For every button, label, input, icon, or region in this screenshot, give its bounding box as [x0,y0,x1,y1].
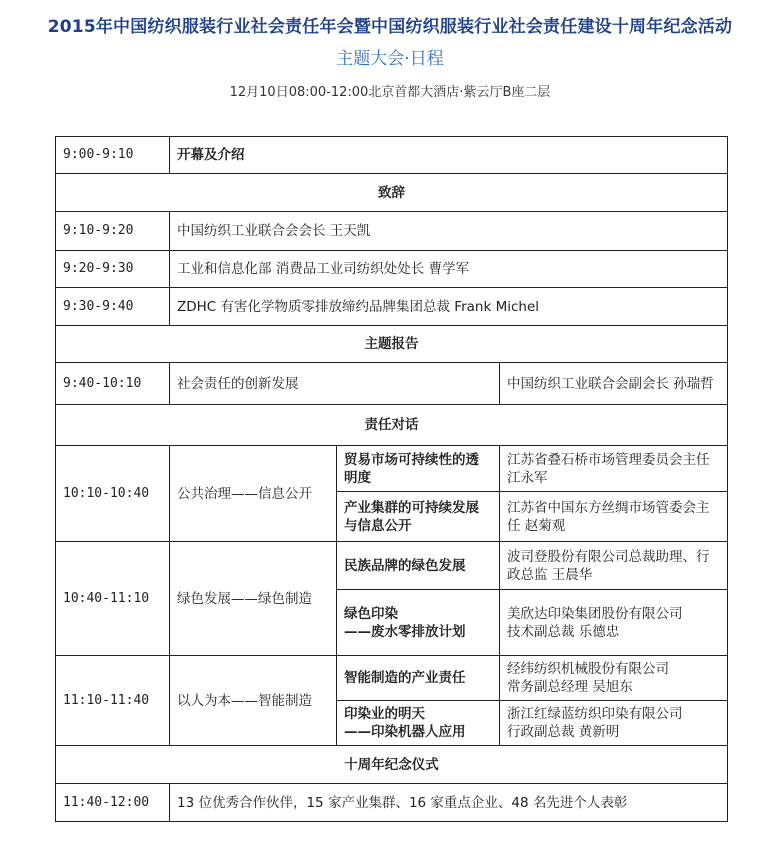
topic-cell [337,701,500,746]
time-cell: 10:10-10:40 [56,446,170,542]
topic-line: 印染业的明天 [344,706,425,722]
section-header-row [56,174,728,212]
schedule-table [55,136,728,822]
topic-cell: 社会责任的创新发展 [170,363,500,405]
theme-cell: 绿色发展——绿色制造 [170,542,337,656]
speaker-cell: 江苏省叠石桥市场管理委员会主任 江永军 [500,446,728,492]
speaker-cell [500,701,728,746]
session-title: 开幕及介绍 [170,137,728,174]
speaker-line: 美欣达印染集团股份有限公司 [507,605,683,622]
event-info: 12月10日08:00-12:00北京首都大酒店·紫云厅B座二层 [229,85,551,100]
table-row [56,288,728,326]
topic-cell [337,590,500,656]
topic-cell: 贸易市场可持续性的透明度 [337,446,500,492]
speaker-line: 技术副总裁 乐德忠 [507,623,620,640]
topic-cell: 智能制造的产业责任 [337,656,500,701]
time-cell: 10:40-11:10 [56,542,170,656]
section-title: 致辞 [56,174,728,212]
time-cell: 11:40-12:00 [56,784,170,822]
topic-cell: 产业集群的可持续发展与信息公开 [337,492,500,542]
time-cell: 9:00-9:10 [56,137,170,174]
section-header-row [56,405,728,446]
section-header-row [56,746,728,784]
speaker-line: 经纬纺织机械股份有限公司 [507,661,669,677]
section-title: 十周年纪念仪式 [56,746,728,784]
topic-line: 绿色印染 [344,605,398,622]
speaker-line: 常务副总经理 吴旭东 [507,679,633,695]
speaker-line: 行政副总裁 黄新明 [507,724,620,740]
table-row [56,656,728,701]
table-row [56,542,728,590]
time-cell: 11:10-11:40 [56,656,170,746]
speaker-cell: 工业和信息化部 消费品工业司纺织处处长 曹学军 [170,251,728,288]
table-row [56,137,728,174]
speaker-cell: 13 位优秀合作伙伴，15 家产业集群、16 家重点企业、48 名先进个人表彰 [170,784,728,822]
theme-cell: 公共治理——信息公开 [170,446,337,542]
section-title: 责任对话 [56,405,728,446]
speaker-cell: 中国纺织工业联合会会长 王天凯 [170,212,728,251]
page-title: 2015年中国纺织服装行业社会责任年会暨中国纺织服装行业社会责任建设十周年纪念活动 [47,17,733,37]
time-cell: 9:10-9:20 [56,212,170,251]
table-row [56,363,728,405]
speaker-cell: 波司登股份有限公司总裁助理、行政总监 王晨华 [500,542,728,590]
time-cell: 9:20-9:30 [56,251,170,288]
table-row [56,251,728,288]
section-title: 主题报告 [56,326,728,363]
table-row [56,784,728,822]
speaker-cell [500,656,728,701]
speaker-line: 浙江红绿蓝纺织印染有限公司 [507,706,683,722]
table-row [56,446,728,492]
section-header-row [56,326,728,363]
time-cell: 9:30-9:40 [56,288,170,326]
topic-line: ——废水零排放计划 [344,623,466,640]
topic-cell: 民族品牌的绿色发展 [337,542,500,590]
speaker-cell: 江苏省中国东方丝绸市场管委会主任 赵菊观 [500,492,728,542]
speaker-cell: ZDHC 有害化学物质零排放缔约品牌集团总裁 Frank Michel [170,288,728,326]
theme-cell: 以人为本——智能制造 [170,656,337,746]
page-subtitle: 主题大会·日程 [336,49,444,69]
speaker-cell [500,590,728,656]
topic-line: ——印染机器人应用 [344,724,466,740]
time-cell: 9:40-10:10 [56,363,170,405]
table-row [56,212,728,251]
speaker-cell: 中国纺织工业联合会副会长 孙瑞哲 [500,363,728,405]
